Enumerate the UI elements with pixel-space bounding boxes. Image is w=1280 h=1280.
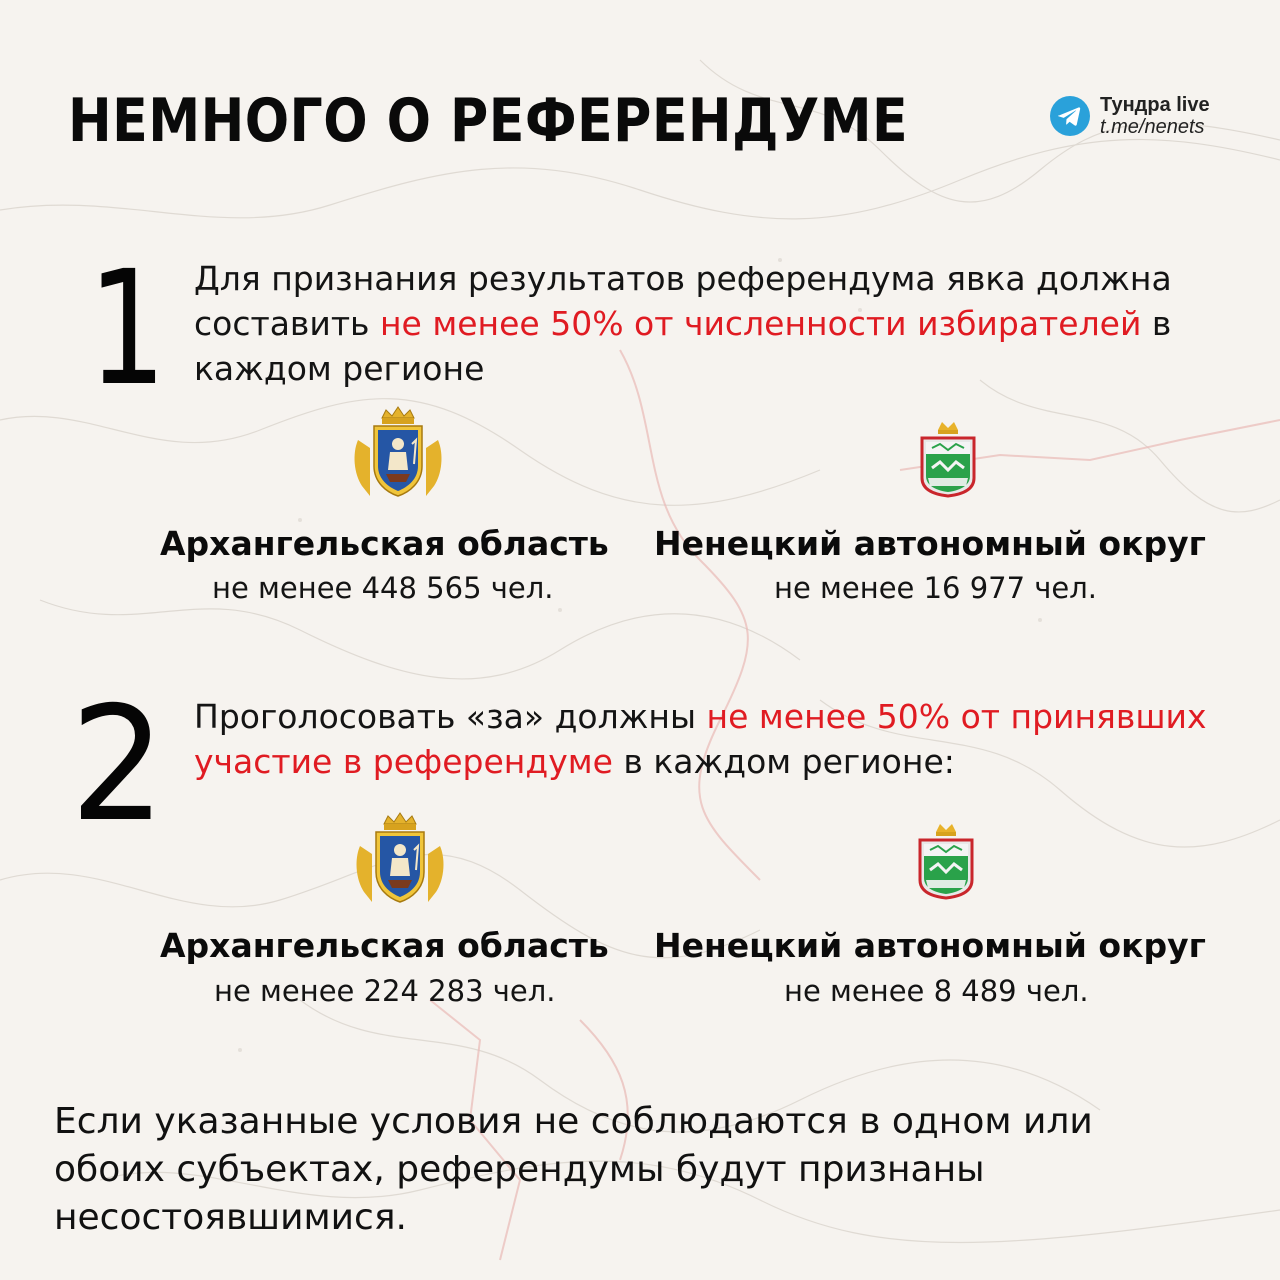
- region-name-nenets-2: Ненецкий автономный округ: [654, 926, 1206, 965]
- region-name-arkhangelsk-1: Архангельская область: [160, 524, 609, 563]
- section-text-2-after: в каждом регионе:: [612, 742, 955, 781]
- region-minimum-nenets-2: не менее 8 489 чел.: [784, 974, 1089, 1008]
- section-text-2-before: Проголосовать «за» должны: [194, 697, 707, 736]
- region-minimum-nenets-1: не менее 16 977 чел.: [774, 571, 1098, 605]
- arkhangelsk-coat-of-arms-icon: [352, 404, 444, 500]
- section-text-1-after: в каждом регионе: [194, 304, 1172, 388]
- brand-name: Тундра live: [1100, 94, 1210, 116]
- section-number-2: 2: [70, 673, 166, 857]
- telegram-icon: [1050, 96, 1090, 136]
- nenets-coat-of-arms-icon: [916, 820, 976, 900]
- section-text-2-highlight: не менее 50% от принявших участие в референдуме: [194, 697, 1207, 781]
- brand-link[interactable]: t.me/nenets: [1100, 116, 1205, 139]
- section-text-2: [194, 694, 1234, 784]
- region-minimum-arkhangelsk-2: не менее 224 283 чел.: [214, 974, 556, 1008]
- region-name-arkhangelsk-2: Архангельская область: [160, 926, 609, 965]
- section-text-1-highlight: не менее 50% от численности избирателей: [379, 304, 1142, 343]
- region-name-nenets-1: Ненецкий автономный округ: [654, 524, 1206, 563]
- page-title: НЕМНОГО О РЕФЕРЕНДУМЕ: [68, 86, 909, 156]
- brand-block[interactable]: [1050, 94, 1210, 139]
- section-text-1-before: Для признания результатов референдума явка должна составить: [194, 259, 1172, 343]
- nenets-coat-of-arms-icon: [918, 418, 978, 498]
- section-text-1: [194, 256, 1234, 391]
- arkhangelsk-coat-of-arms-icon: [354, 810, 446, 906]
- region-minimum-arkhangelsk-1: не менее 448 565 чел.: [212, 571, 554, 605]
- footer-note: Если указанные условия не соблюдаются в одном или обоих субъектах, референдумы будут признаны несостоявшимися.: [54, 1101, 1093, 1238]
- section-number-1: 1: [88, 237, 167, 421]
